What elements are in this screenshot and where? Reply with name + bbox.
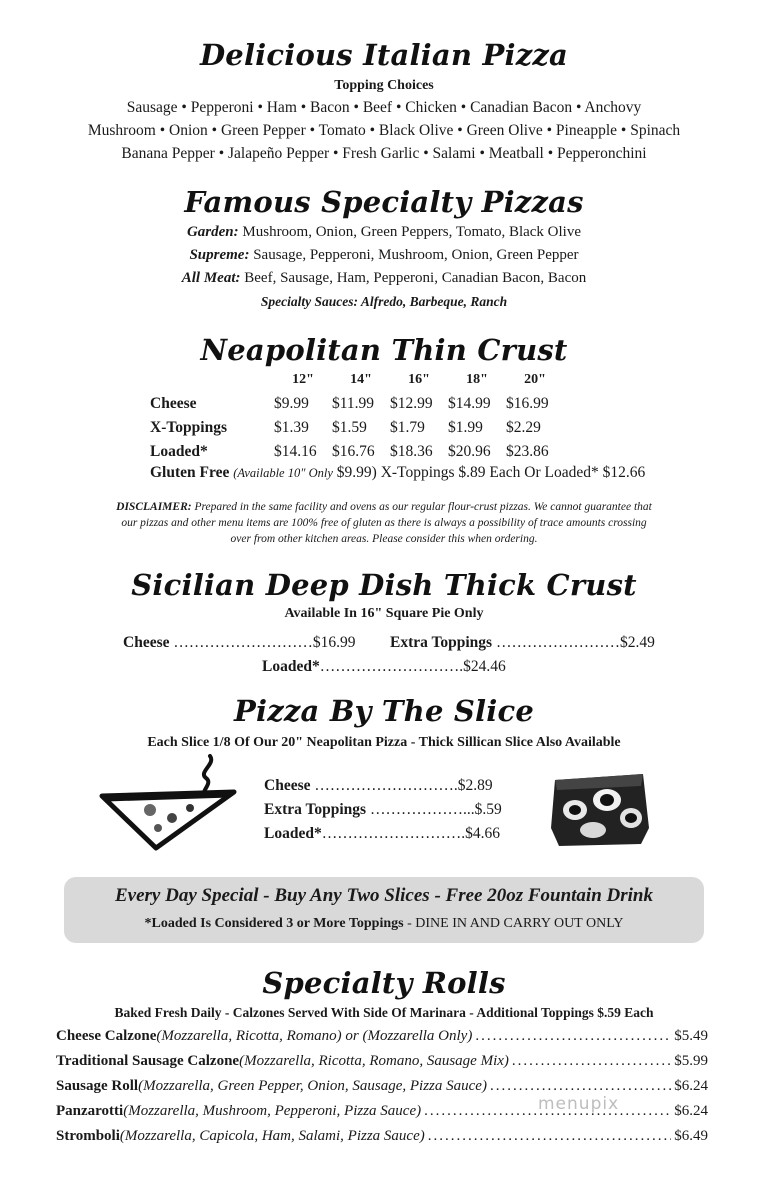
roll-desc: (Mozzarella, Green Pepper, Onion, Sausage, Pizza Sauce) bbox=[138, 1078, 487, 1094]
leader-dots: ……………………… bbox=[169, 634, 313, 651]
disclaimer-label: DISCLAIMER: bbox=[116, 501, 192, 513]
price-cell: $1.39 bbox=[274, 419, 309, 436]
specialty-item-all-meat bbox=[0, 270, 768, 287]
roll-desc: (Mozzarella, Ricotta, Romano, Sausage Mix) bbox=[239, 1053, 509, 1069]
rolls-subtitle: Baked Fresh Daily - Calzones Served With Side Of Marinara - Additional Toppings $.59 Each bbox=[114, 1005, 654, 1020]
price-cell: $20.96 bbox=[448, 443, 491, 460]
item-price: $24.46 bbox=[463, 658, 506, 675]
gluten-free-price: $9.99) bbox=[332, 464, 377, 481]
special-note-rest: - DINE IN AND CARRY OUT ONLY bbox=[403, 916, 624, 931]
specialty-desc: Beef, Sausage, Ham, Pepperoni, Canadian Bacon, Bacon bbox=[240, 270, 587, 286]
roll-name: Panzarotti bbox=[56, 1103, 124, 1119]
slice-loaded-row bbox=[264, 825, 500, 843]
sicilian-subtitle: Available In 16" Square Pie Only bbox=[284, 606, 484, 621]
item-label: Loaded* bbox=[262, 658, 320, 675]
leader-dots: ………………………. bbox=[310, 777, 458, 794]
sicilian-loaded-row bbox=[262, 658, 506, 676]
row-label: X-Toppings bbox=[150, 419, 227, 436]
gluten-free-note: (Available 10" Only bbox=[233, 466, 333, 480]
item-price: $2.49 bbox=[619, 634, 655, 651]
gluten-disclaimer bbox=[110, 499, 658, 547]
item-price: $16.99 bbox=[312, 634, 356, 651]
gluten-free-rest: X-Toppings $.89 Each Or Loaded* $12.66 bbox=[376, 464, 646, 481]
roll-name: Stromboli bbox=[56, 1128, 120, 1144]
toppings-line-3: Banana Pepper • Jalapeño Pepper • Fresh Garlic • Salami • Meatball • Pepperonchini bbox=[121, 145, 647, 162]
roll-desc: (Mozzarella, Mushroom, Pepperoni, Pizza Sauce) bbox=[123, 1103, 422, 1119]
everyday-special-banner bbox=[64, 877, 704, 943]
specialty-item-garden bbox=[0, 224, 768, 241]
gluten-free-line bbox=[150, 464, 645, 482]
item-label: Extra Toppings bbox=[390, 634, 493, 651]
price-cell: $1.59 bbox=[332, 419, 367, 436]
size-header: 18" bbox=[466, 372, 488, 387]
gluten-free-label: Gluten Free bbox=[150, 464, 230, 481]
item-price: $4.66 bbox=[465, 825, 500, 842]
leader-dots: …………………… bbox=[492, 634, 620, 651]
toppings-heading: Topping Choices bbox=[334, 78, 434, 93]
section-title-slice: Pizza By The Slice bbox=[233, 694, 534, 728]
price-cell: $11.99 bbox=[332, 395, 375, 412]
slice-cheese-row bbox=[264, 777, 493, 795]
leader-dots bbox=[512, 1053, 671, 1070]
specialty-desc: Mushroom, Onion, Green Peppers, Tomato, Black Olive bbox=[238, 224, 582, 240]
size-header: 12" bbox=[292, 372, 314, 387]
roll-price: $6.49 bbox=[674, 1128, 708, 1144]
section-title-sicilian: Sicilian Deep Dish Thick Crust bbox=[131, 568, 637, 602]
row-label: Cheese bbox=[150, 395, 197, 412]
disclaimer-text: Prepared in the same facility and ovens as our regular flour-crust pizzas. We cannot guarantee that our pizzas and other menu items are 100% free of gluten as there is always a possibility of trace amounts crossing over from other kitchen areas. Please consider this when ordering. bbox=[121, 501, 652, 545]
toppings-line-1: Sausage • Pepperoni • Ham • Bacon • Beef • Chicken • Canadian Bacon • Anchovy bbox=[126, 99, 642, 116]
item-label: Cheese bbox=[123, 634, 170, 651]
price-row-x-toppings bbox=[150, 416, 564, 440]
price-cell: $18.36 bbox=[390, 443, 433, 460]
item-price: $.59 bbox=[474, 801, 502, 818]
price-cell: $14.99 bbox=[448, 395, 491, 412]
price-cell: $16.99 bbox=[506, 395, 549, 412]
specialty-sauces: Specialty Sauces: Alfredo, Barbeque, Ranch bbox=[260, 294, 508, 309]
price-row-loaded bbox=[150, 440, 564, 464]
roll-price: $6.24 bbox=[674, 1078, 708, 1094]
roll-item-sausage-roll bbox=[56, 1078, 708, 1095]
size-header: 14" bbox=[350, 372, 372, 387]
sicilian-slice-illustration bbox=[545, 766, 653, 850]
price-cell: $16.76 bbox=[332, 443, 375, 460]
roll-price: $5.49 bbox=[674, 1028, 708, 1044]
roll-item-stromboli bbox=[56, 1128, 708, 1145]
roll-item-sausage-calzone bbox=[56, 1053, 708, 1070]
price-cell: $14.16 bbox=[274, 443, 317, 460]
roll-name: Traditional Sausage Calzone bbox=[56, 1053, 240, 1069]
row-label: Loaded* bbox=[150, 443, 208, 460]
roll-price: $5.99 bbox=[674, 1053, 708, 1069]
roll-desc: (Mozzarella, Ricotta, Romano) or (Mozzarella Only) bbox=[156, 1028, 473, 1044]
item-price: $2.89 bbox=[457, 777, 493, 794]
roll-item-cheese-calzone bbox=[56, 1028, 708, 1045]
section-title-italian-pizza: Delicious Italian Pizza bbox=[199, 38, 569, 72]
item-label: Cheese bbox=[264, 777, 311, 794]
price-row-cheese bbox=[150, 392, 564, 416]
watermark: menupix bbox=[538, 1094, 620, 1114]
toppings-line-2: Mushroom • Onion • Green Pepper • Tomato • Black Olive • Green Olive • Pineapple • Spinach bbox=[87, 122, 681, 139]
size-header: 20" bbox=[524, 372, 546, 387]
section-title-rolls: Specialty Rolls bbox=[262, 966, 506, 1000]
special-note bbox=[64, 916, 704, 932]
leader-dots bbox=[475, 1028, 671, 1045]
item-label: Extra Toppings bbox=[264, 801, 367, 818]
specialty-name: Supreme: bbox=[189, 247, 250, 263]
price-cell: $1.99 bbox=[448, 419, 483, 436]
price-cell: $23.86 bbox=[506, 443, 549, 460]
price-cell: $9.99 bbox=[274, 395, 309, 412]
size-header-row bbox=[150, 368, 564, 392]
price-cell: $1.79 bbox=[390, 419, 425, 436]
price-cell: $2.29 bbox=[506, 419, 541, 436]
sicilian-cheese-row bbox=[123, 634, 356, 652]
section-title-thin-crust: Neapolitan Thin Crust bbox=[200, 333, 568, 367]
specialty-item-supreme bbox=[0, 247, 768, 264]
leader-dots: ………………... bbox=[366, 801, 475, 818]
pizza-slice-illustration bbox=[98, 752, 240, 852]
special-note-bold: *Loaded Is Considered 3 or More Toppings bbox=[144, 916, 404, 931]
price-cell: $12.99 bbox=[390, 395, 433, 412]
specialty-name: All Meat: bbox=[181, 270, 241, 286]
leader-dots bbox=[428, 1128, 672, 1145]
slice-extra-row bbox=[264, 801, 502, 819]
roll-price: $6.24 bbox=[674, 1103, 708, 1119]
leader-dots: ………………………. bbox=[319, 658, 464, 675]
thin-crust-price-table bbox=[150, 368, 564, 464]
roll-name: Cheese Calzone bbox=[56, 1028, 157, 1044]
roll-desc: (Mozzarella, Capicola, Ham, Salami, Pizza Sauce) bbox=[119, 1128, 425, 1144]
section-title-specialty-pizzas: Famous Specialty Pizzas bbox=[184, 185, 584, 219]
sicilian-extra-row bbox=[390, 634, 655, 652]
specialty-desc: Sausage, Pepperoni, Mushroom, Onion, Green Pepper bbox=[249, 247, 579, 263]
special-headline: Every Day Special - Buy Any Two Slices - Free 20oz Fountain Drink bbox=[115, 885, 653, 906]
leader-dots: ………………………. bbox=[321, 825, 466, 842]
size-header: 16" bbox=[408, 372, 430, 387]
item-label: Loaded* bbox=[264, 825, 322, 842]
leader-dots bbox=[490, 1078, 671, 1095]
slice-subtitle: Each Slice 1/8 Of Our 20" Neapolitan Pizza - Thick Sillican Slice Also Available bbox=[147, 735, 621, 750]
specialty-name: Garden: bbox=[186, 224, 239, 240]
roll-name: Sausage Roll bbox=[56, 1078, 139, 1094]
